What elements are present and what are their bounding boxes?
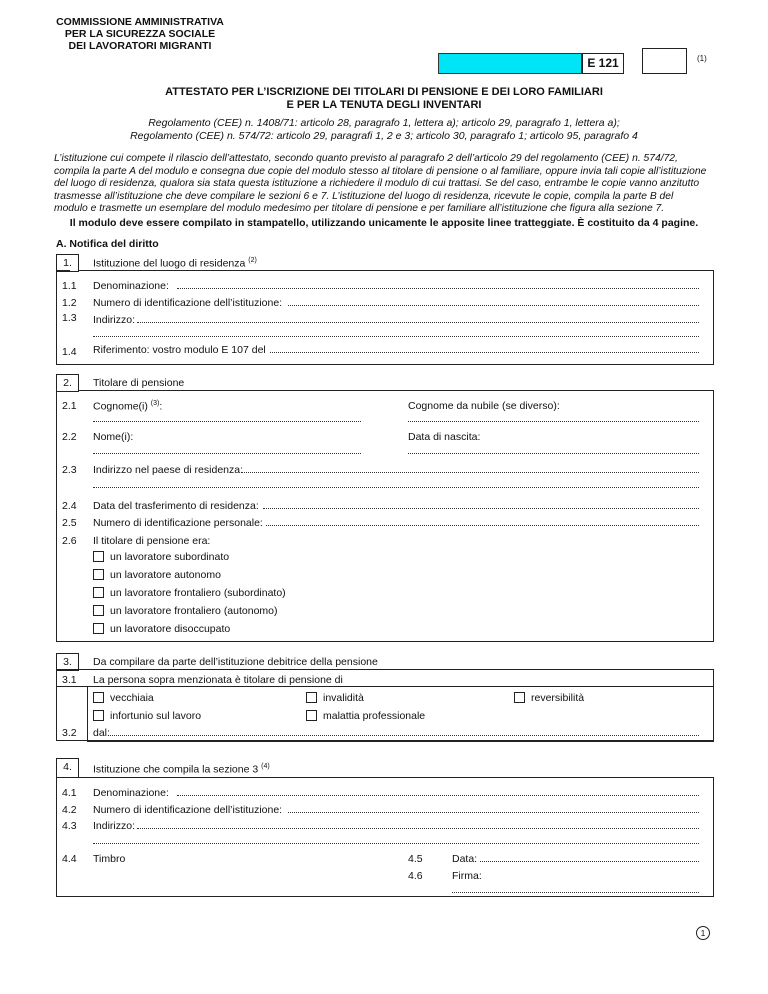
option-frontier-employed-label: un lavoratore frontaliero (subordinato) xyxy=(110,587,286,599)
field-4-2-input[interactable] xyxy=(288,805,699,813)
field-3-1-label: La persona sopra menzionata è titolare di pensione di xyxy=(93,674,343,686)
instruction-text: Il modulo deve essere compilato in stampatello, utilizzando unicamente le apposite linee tratteggiate. È costituito da 4 pagine. xyxy=(69,217,699,229)
regulation-references xyxy=(0,117,768,143)
section-1-title-text: Istituzione del luogo di residenza xyxy=(93,257,246,270)
field-2-1-label-suffix: : xyxy=(159,400,163,413)
org-line-1: COMMISSIONE AMMINISTRATIVA xyxy=(56,16,224,28)
field-1-4-input[interactable] xyxy=(270,345,699,353)
residence-address-input[interactable] xyxy=(242,465,699,473)
field-1-2-input[interactable] xyxy=(288,298,699,306)
checkbox-unemployed[interactable] xyxy=(93,623,104,634)
field-4-1-input[interactable] xyxy=(177,788,699,796)
date-input[interactable] xyxy=(480,854,699,862)
checkbox-employed[interactable] xyxy=(93,551,104,562)
checkbox-vecchiaia[interactable] xyxy=(93,692,104,703)
option-employed-label: un lavoratore subordinato xyxy=(110,551,230,563)
field-4-2-label: Numero di identificazione dell’istituzione: xyxy=(93,804,283,816)
checkbox-malattia[interactable] xyxy=(306,710,317,721)
regulation-line-2: Regolamento (CEE) n. 574/72: articolo 29, paragrafi 1, 2 e 3; articolo 30, paragrafo 1; articolo 95, paragrafo 4 xyxy=(130,130,638,142)
residence-address-input-line-2[interactable] xyxy=(93,480,699,488)
document-title xyxy=(0,86,768,112)
field-4-2-number: 4.2 xyxy=(62,804,77,816)
birth-date-label: Data di nascita: xyxy=(408,431,481,443)
field-2-4-number: 2.4 xyxy=(62,500,77,512)
field-2-3-label: Indirizzo nel paese di residenza: xyxy=(93,464,244,476)
field-4-4-number: 4.4 xyxy=(62,853,77,865)
page-number: 1 xyxy=(696,926,710,940)
field-2-4-label: Data del trasferimento di residenza: xyxy=(93,500,259,512)
birth-date-input[interactable] xyxy=(408,446,699,454)
section-3-number: 3. xyxy=(56,653,79,671)
field-3-2-number: 3.2 xyxy=(62,727,77,739)
field-3-1-number: 3.1 xyxy=(62,674,77,686)
form-code: E 121 xyxy=(582,53,624,74)
field-1-3-number: 1.3 xyxy=(62,312,77,324)
field-2-2-label: Nome(i): xyxy=(93,431,134,443)
title-line-1: ATTESTATO PER L’ISCRIZIONE DEI TITOLARI DI PENSIONE E DEI LORO FAMILIARI xyxy=(165,86,603,98)
intro-line-2: compila la parte A del modulo e consegna due copie del modulo stesso al titolare di pensione o al familiare, oppure invia tali copie all’istituzione xyxy=(54,165,707,177)
field-1-2-label: Numero di identificazione dell’istituzione: xyxy=(93,297,283,309)
footnote-ref-3: (3) xyxy=(150,400,160,407)
footnote-ref-1: (1) xyxy=(697,54,707,63)
section-1-number: 1. xyxy=(56,254,79,272)
section-2-number: 2. xyxy=(56,374,79,392)
stamp-label: Timbro xyxy=(93,853,126,865)
regulation-line-1: Regolamento (CEE) n. 1408/71: articolo 28, paragrafo 1, lettera a); articolo 29, paragrafo 1, lettera a); xyxy=(148,117,620,129)
option-malattia-label: malattia professionale xyxy=(323,710,426,722)
personal-id-input[interactable] xyxy=(266,518,699,526)
checkbox-frontier-self-employed[interactable] xyxy=(93,605,104,616)
org-line-3: DEI LAVORATORI MIGRANTI xyxy=(68,40,212,52)
field-4-1-number: 4.1 xyxy=(62,787,77,799)
title-line-2: E PER LA TENUTA DEGLI INVENTARI xyxy=(286,99,482,111)
field-2-1-number: 2.1 xyxy=(62,400,77,412)
field-1-1-label: Denominazione: xyxy=(93,280,169,292)
option-reversibilita-label: reversibilità xyxy=(531,692,585,704)
org-line-2: PER LA SICUREZZA SOCIALE xyxy=(64,28,216,40)
signature-label: Firma: xyxy=(452,870,482,882)
field-1-1-input[interactable] xyxy=(177,281,699,289)
organization-name xyxy=(55,16,225,52)
surname-input[interactable] xyxy=(93,414,361,422)
field-3-2-label: dal: xyxy=(93,727,110,739)
field-1-4-label: Riferimento: vostro modulo E 107 del xyxy=(93,344,266,356)
option-frontier-self-employed-label: un lavoratore frontaliero (autonomo) xyxy=(110,605,278,617)
section-4-title-text: Istituzione che compila la sezione 3 xyxy=(93,763,259,776)
transfer-date-input[interactable] xyxy=(263,501,699,509)
checkbox-self-employed[interactable] xyxy=(93,569,104,580)
field-4-1-label: Denominazione: xyxy=(93,787,169,799)
date-label: Data: xyxy=(452,853,478,865)
field-2-1-label xyxy=(93,400,162,413)
field-4-3-number: 4.3 xyxy=(62,820,77,832)
field-1-3-input[interactable] xyxy=(137,315,699,323)
field-2-6-label: Il titolare di pensione era: xyxy=(93,535,211,547)
section-3-title: Da compilare da parte dell’istituzione debitrice della pensione xyxy=(93,656,378,668)
option-invalidita-label: invalidità xyxy=(323,692,364,704)
first-name-input[interactable] xyxy=(93,446,361,454)
field-2-2-number: 2.2 xyxy=(62,431,77,443)
field-4-5-number: 4.5 xyxy=(408,853,423,865)
option-vecchiaia-label: vecchiaia xyxy=(110,692,154,704)
section-4-number: 4. xyxy=(56,758,79,778)
field-2-5-label: Numero di identificazione personale: xyxy=(93,517,263,529)
country-code-field[interactable] xyxy=(438,53,582,74)
field-2-5-number: 2.5 xyxy=(62,517,77,529)
footnote-ref-2: (2) xyxy=(248,257,257,264)
intro-paragraph xyxy=(54,153,714,216)
field-4-3-input-line-2[interactable] xyxy=(93,836,699,844)
intro-line-1: L’istituzione cui compete il rilascio dell’attestato, secondo quanto previsto al paragrafo 2 dell’articolo 29 del regolamento (CEE) n. 574/72, xyxy=(54,153,678,164)
field-2-1-label-text: Cognome(i) xyxy=(93,400,148,413)
maiden-name-input[interactable] xyxy=(408,414,699,422)
form-version-box[interactable] xyxy=(642,48,687,74)
pension-since-input[interactable] xyxy=(110,728,699,736)
field-4-3-label: Indirizzo: xyxy=(93,820,136,832)
field-1-4-number: 1.4 xyxy=(62,346,77,358)
intro-line-3: del luogo di residenza, qualora sia stata questa istituzione a richiedere il modulo di cui trattasi. Se del caso, entrambe le copie vanno anzitutto xyxy=(54,178,700,189)
section-2-title: Titolare di pensione xyxy=(93,377,185,389)
section-4-title xyxy=(93,763,270,776)
intro-line-4: trasmesse all’istituzione che deve compilare le sezioni 6 e 7. L’istituzione del luogo di residenza, ricevute le copie, compila la parte B del xyxy=(54,190,674,202)
field-4-6-number: 4.6 xyxy=(408,870,423,882)
field-1-1-number: 1.1 xyxy=(62,280,77,292)
field-2-1-maiden-label: Cognome da nubile (se diverso): xyxy=(408,400,560,412)
checkbox-frontier-employed[interactable] xyxy=(93,587,104,598)
field-2-6-number: 2.6 xyxy=(62,535,77,547)
option-unemployed-label: un lavoratore disoccupato xyxy=(110,623,231,635)
field-1-3-label: Indirizzo: xyxy=(93,314,136,326)
intro-line-5: modulo e trasmette un esemplare del modulo medesimo per titolare di pensione e per familiare all’istituzione che figura alla sezione 7. xyxy=(54,203,665,214)
checkbox-invalidita[interactable] xyxy=(306,692,317,703)
field-2-3-number: 2.3 xyxy=(62,464,77,476)
signature-input[interactable] xyxy=(452,885,699,893)
checkbox-reversibilita[interactable] xyxy=(514,692,525,703)
section-1-title xyxy=(93,257,257,270)
footnote-ref-4: (4) xyxy=(261,763,270,770)
checkbox-infortunio[interactable] xyxy=(93,710,104,721)
field-1-2-number: 1.2 xyxy=(62,297,77,309)
part-a-heading: A. Notifica del diritto xyxy=(56,238,159,250)
option-self-employed-label: un lavoratore autonomo xyxy=(110,569,221,581)
field-1-3-input-line-2[interactable] xyxy=(93,329,699,337)
field-4-3-input[interactable] xyxy=(137,821,699,829)
option-infortunio-label: infortunio sul lavoro xyxy=(110,710,202,722)
